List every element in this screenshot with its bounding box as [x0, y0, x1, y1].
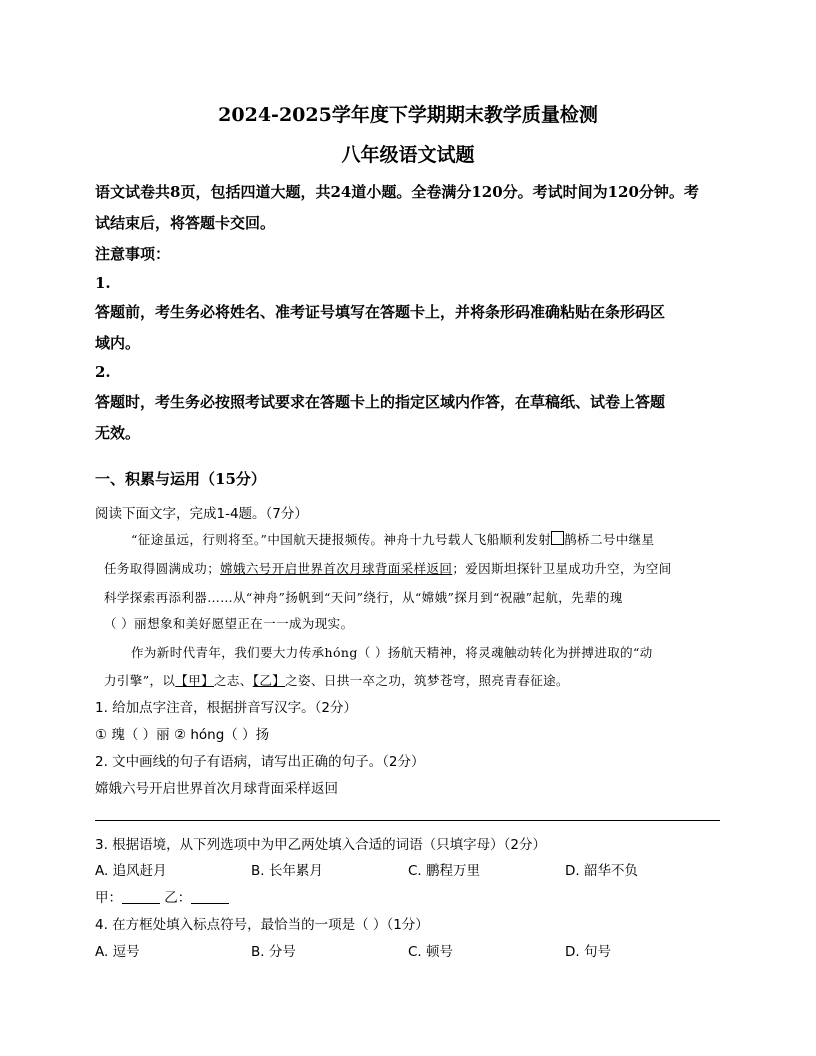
passage-line-5: 作为新时代青年，我们要大力传承hóng（ ）扬航天精神，将灵魂触动转化为拼搏进取的“动	[131, 645, 653, 660]
passage-text: ；爱因斯坦探针卫星成功升空，为空间	[452, 561, 672, 576]
passage-line-3: 科学探索再添利器……从“神舟”扬帆到“天问”绕行，从“嫦娥”探月到“祝融”起航，先辈的瑰	[104, 590, 623, 605]
q3-fill-line	[95, 886, 229, 906]
answer-divider	[95, 820, 720, 821]
blank-yi: 【乙】	[252, 673, 286, 688]
q3-option-b: B. 长年累月	[251, 863, 323, 879]
question-4: 4. 在方框处填入标点符号，最恰当的一项是（ ）（1分）	[95, 917, 429, 933]
passage-text: 之姿、日拱一卒之功，筑梦苍穹，照亮青春征途。	[285, 673, 569, 688]
page-title: 2024-2025学年度下学期期末教学质量检测	[218, 104, 598, 126]
note-1-line-2: 域内。	[95, 334, 141, 352]
passage-line-6	[104, 671, 569, 689]
q4-option-c: C. 顿号	[408, 944, 454, 960]
fill-blank-jia[interactable]	[122, 891, 160, 904]
note-1-number: 1.	[95, 274, 111, 292]
section-1-heading: 一、积累与运用（15分）	[95, 470, 266, 488]
question-3: 3. 根据语境，从下列选项中为甲乙两处填入合适的词语（只填字母）（2分）	[95, 837, 547, 853]
note-2-line-2: 无效。	[95, 424, 141, 442]
section-1-instruction: 阅读下面文字，完成1-4题。（7分）	[95, 506, 308, 522]
question-1: 1. 给加点字注音，根据拼音写汉字。（2分）	[95, 700, 358, 716]
passage-line-1	[131, 530, 654, 548]
passage-text: 任务取得圆满成功；	[104, 561, 221, 576]
question-2: 2. 文中画线的句子有语病，请写出正确的句子。（2分）	[95, 754, 425, 770]
question-2-sentence: 嫦娥六号开启世界首次月球背面采样返回	[95, 781, 338, 797]
note-2-line-1: 答题时，考生务必按照考试要求在答题卡上的指定区域内作答，在草稿纸、试卷上答题	[95, 393, 666, 411]
passage-text: 力引擎”，以	[104, 673, 176, 688]
underlined-sentence: 嫦娥六号开启世界首次月球背面采样返回	[220, 561, 453, 576]
q4-option-a: A. 逗号	[95, 944, 140, 960]
passage-text: 鹊桥二号中继星	[564, 532, 655, 547]
punctuation-box	[551, 531, 564, 545]
note-1-line-1: 答题前，考生务必将姓名、准考证号填写在答题卡上，并将条形码准确粘贴在条形码区	[95, 303, 666, 321]
fill-label-yi: 乙：	[164, 890, 192, 906]
page-subtitle: 八年级语文试题	[341, 144, 475, 166]
fill-label-jia: 甲：	[95, 890, 122, 906]
intro-line-1: 语文试卷共8页，包括四道大题，共24道小题。全卷满分120分。考试时间为120分钟。考	[95, 183, 699, 201]
q3-option-d: D. 韶华不负	[565, 863, 638, 879]
intro-line-2: 试结束后，将答题卡交回。	[95, 214, 276, 232]
blank-jia: 【甲】	[175, 673, 214, 688]
passage-line-4: （ ）丽想象和美好愿望正在一一成为现实。	[104, 616, 354, 631]
passage-line-2	[104, 559, 672, 577]
notes-heading: 注意事项：	[95, 245, 171, 263]
note-2-number: 2.	[95, 363, 111, 381]
q4-option-d: D. 句号	[565, 944, 611, 960]
q3-option-c: C. 鹏程万里	[408, 863, 481, 879]
question-1-answer-line: ① 瑰（ ）丽 ② hóng（ ）扬	[95, 727, 270, 743]
passage-text: “征途虽远，行则将至。”中国航天捷报频传。神舟十九号载人飞船顺利发射	[131, 532, 552, 547]
q3-option-a: A. 追风赶月	[95, 863, 167, 879]
fill-blank-yi[interactable]	[191, 891, 229, 904]
q4-option-b: B. 分号	[251, 944, 296, 960]
passage-text: 之志、	[214, 673, 253, 688]
